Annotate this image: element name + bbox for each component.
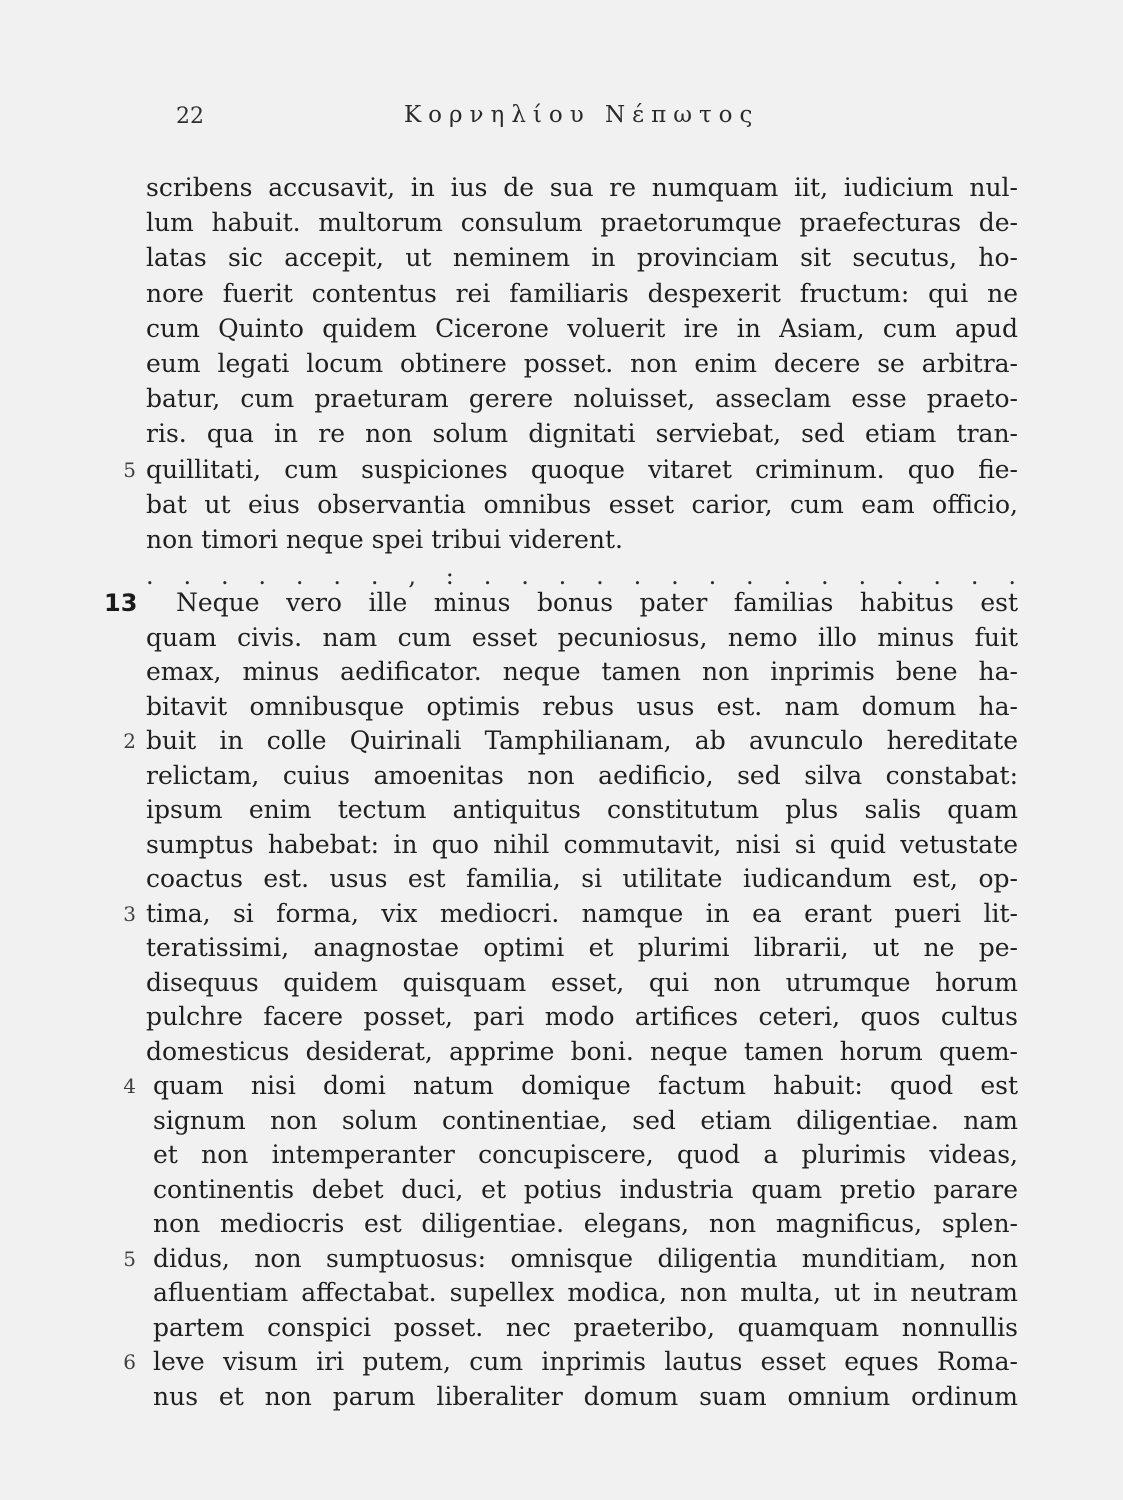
section-number: 5 bbox=[123, 1246, 136, 1271]
text-line: eum legati locum obtinere posset. non enim decere se arbitra- bbox=[146, 349, 1018, 378]
text-line: coactus est. usus est familia, si utilitate iudicandum est, op- bbox=[146, 864, 1018, 893]
text-line: scribens accusavit, in ius de sua re numquam iit, iudicium nul- bbox=[146, 173, 1018, 202]
text-line: non mediocris est diligentiae. elegans, non magnificus, splen- bbox=[153, 1209, 1018, 1238]
text-line: Neque vero ille minus bonus pater familias habitus est bbox=[176, 588, 1018, 617]
text-line: nus et non parum liberaliter domum suam omnium ordinum bbox=[153, 1381, 1018, 1411]
text-line: continentis debet duci, et potius industria quam pretio parare bbox=[153, 1174, 1018, 1204]
text-line: teratissimi, anagnostae optimi et plurimi librarii, ut ne pe- bbox=[146, 933, 1018, 962]
text-line: signum non solum continentiae, sed etiam diligentiae. nam bbox=[153, 1105, 1018, 1135]
text-line: pulchre facere posset, pari modo artifices ceteri, quos cultus bbox=[146, 1002, 1018, 1031]
text-line: sumptus habebat: in quo nihil commutavit, nisi si quid vetustate bbox=[146, 829, 1018, 859]
text-line: buit in colle Quirinali Tamphilianam, ab avunculo hereditate bbox=[146, 726, 1018, 755]
running-head: Κορνηλίου Νέπωτος bbox=[404, 102, 760, 128]
page-number: 22 bbox=[176, 104, 204, 129]
text-line: disequus quidem quisquam esset, qui non utrumque horum bbox=[146, 967, 1018, 997]
text-line: afluentiam affectabat. supellex modica, non multa, ut in neutram bbox=[153, 1278, 1018, 1307]
text-line: latas sic accepit, ut neminem in provinciam sit secutus, ho- bbox=[146, 243, 1018, 273]
text-line: et non intemperanter concupiscere, quod a plurimis videas, bbox=[153, 1140, 1018, 1169]
text-line: quam civis. nam cum esset pecuniosus, nemo illo minus fuit bbox=[146, 622, 1018, 652]
text-line: leve visum iri putem, cum inprimis lautus esset eques Roma- bbox=[153, 1347, 1018, 1376]
text-line: cum Quinto quidem Cicerone voluerit ire in Asiam, cum apud bbox=[146, 313, 1018, 343]
text-line: lum habuit. multorum consulum praetorumque praefecturas de- bbox=[146, 208, 1018, 238]
text-line: non timori neque spei tribui viderent. bbox=[146, 525, 624, 554]
ellipsis-row: . . . . . . . , : . . . . . . . . . . . . . . . bbox=[146, 562, 1018, 590]
section-number: 5 bbox=[123, 457, 136, 482]
text-line: batur, cum praeturam gerere noluisset, asseclam esse praeto- bbox=[146, 384, 1018, 414]
chapter-number: 13 bbox=[104, 589, 138, 617]
section-number: 2 bbox=[123, 729, 136, 753]
text-line: relictam, cuius amoenitas non aedificio, sed silva constabat: bbox=[146, 760, 1018, 790]
text-line: ipsum enim tectum antiquitus constitutum plus salis quam bbox=[146, 795, 1018, 824]
section-number: 3 bbox=[123, 901, 136, 926]
text-line: bitavit omnibusque optimis rebus usus est. nam domum ha- bbox=[146, 691, 1018, 721]
section-number: 6 bbox=[123, 1350, 136, 1374]
text-line: ris. qua in re non solum dignitati serviebat, sed etiam tran- bbox=[146, 419, 1018, 449]
text-line: emax, minus aedificator. neque tamen non inprimis bene ha- bbox=[146, 657, 1018, 686]
text-line: domesticus desiderat, apprime boni. neque tamen horum quem- bbox=[146, 1036, 1018, 1066]
text-line: didus, non sumptuosus: omnisque diligentia munditiam, non bbox=[153, 1243, 1018, 1273]
text-line: quillitati, cum suspiciones quoque vitaret criminum. quo fie- bbox=[146, 454, 1018, 484]
text-line: quam nisi domi natum domique factum habuit: quod est bbox=[153, 1071, 1018, 1100]
text-line: nore fuerit contentus rei familiaris despexerit fructum: qui ne bbox=[146, 278, 1018, 308]
text-line: tima, si forma, vix mediocri. namque in ea erant pueri lit- bbox=[146, 898, 1018, 928]
text-line: bat ut eius observantia omnibus esset carior, cum eam officio, bbox=[146, 489, 1018, 519]
section-number: 4 bbox=[123, 1074, 136, 1098]
text-line: partem conspici posset. nec praeteribo, quamquam nonnullis bbox=[153, 1312, 1018, 1342]
